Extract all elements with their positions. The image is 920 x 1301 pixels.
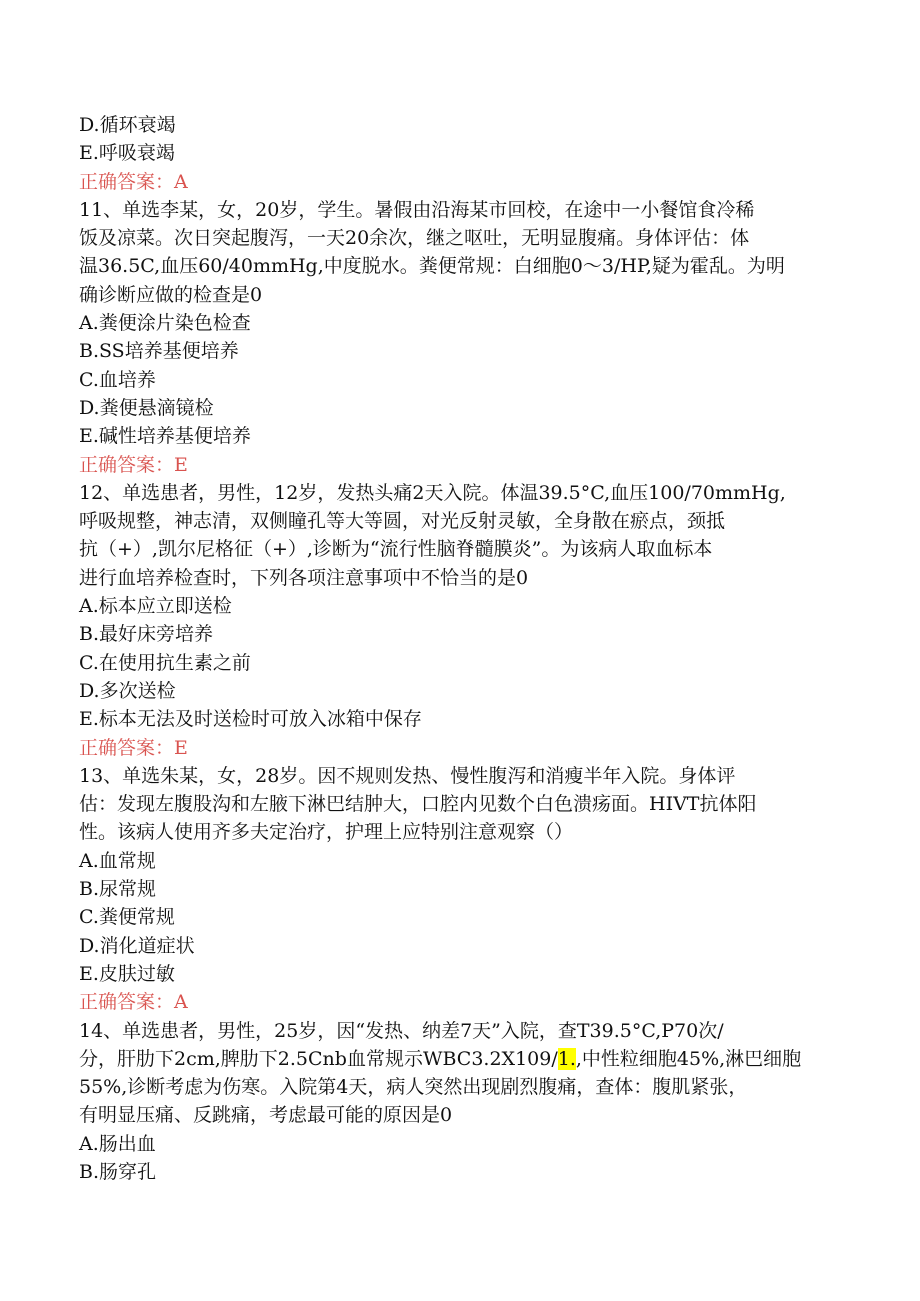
option-b: B.SS培养基便培养 (79, 340, 239, 363)
option-c: C.在使用抗生素之前 (79, 651, 251, 674)
correct-answer: 正确答案：E (79, 453, 188, 476)
option-e: E.呼吸衰竭 (79, 142, 175, 165)
question-text-line: 抗（+）,凯尔尼格征（+）,诊断为“流行性脑脊髓膜炎”。为该病人取血标本 (79, 538, 713, 561)
option-e: E.碱性培养基便培养 (79, 425, 251, 448)
option-c: C.粪便常规 (79, 906, 175, 929)
document-page (79, 111, 839, 1186)
question-text-line: 55%,诊断考虑为伤寒。入院第4天，病人突然出现剧烈腹痛，查体：腹肌紧张， (79, 1076, 748, 1099)
option-d: D.多次送检 (79, 679, 176, 702)
question-text-line: 呼吸规整，神志清，双侧瞳孔等大等圆，对光反射灵敏，全身散在瘀点，颈抵 (79, 510, 726, 533)
question-text-line: 估：发现左腹股沟和左腋下淋巴结肿大，口腔内见数个白色溃疡面。HIVT抗体阳 (79, 793, 757, 816)
question-text-line: 温36.5C,血压60/40mmHg,中度脱水。粪便常规：白细胞0～3/HP,疑为霍乱。为明 (79, 255, 785, 278)
option-d: D.循环衰竭 (79, 114, 176, 136)
option-d: D.消化道症状 (79, 934, 195, 957)
question-text-line: 进行血培养检查时，下列各项注意事项中不恰当的是0 (79, 566, 529, 589)
option-b: B.肠穿孔 (79, 1160, 157, 1183)
option-a: A.肠出血 (79, 1132, 156, 1155)
question-text-line: 11、单选李某，女，20岁，学生。暑假由沿海某市回校，在途中一小餐馆食冷稀 (79, 198, 755, 221)
option-b: B.最好床旁培养 (79, 623, 214, 646)
question-text-line (79, 1045, 839, 1073)
option-a: A.粪便涂片染色检查 (79, 312, 251, 335)
question-14 (79, 1017, 839, 1187)
question-text-line: 性。该病人使用齐多夫定治疗，护理上应特别注意观察（） (79, 821, 574, 844)
question-text-line: 饭及凉菜。次日突起腹泻，一天20余次，继之呕吐，无明显腹痛。身体评估：体 (79, 227, 750, 250)
correct-answer: 正确答案：A (79, 991, 188, 1014)
text-segment: ,中性粒细胞45%,淋巴细胞 (575, 1047, 802, 1070)
question-12 (79, 479, 839, 762)
text-segment: 分，肝肋下2cm,脾肋下2.5Cnb血常规示WBC3.2X109/ (79, 1047, 558, 1070)
correct-answer: 正确答案：E (79, 736, 188, 759)
option-a: A.血常规 (79, 849, 156, 872)
highlighted-text: 1. (557, 1047, 576, 1070)
question-text-line: 13、单选朱某，女，28岁。因不规则发热、慢性腹泻和消瘦半年入院。身体评 (79, 764, 736, 787)
option-e: E.皮肤过敏 (79, 962, 175, 985)
option-c: C.血培养 (79, 368, 156, 391)
option-b: B.尿常规 (79, 878, 157, 901)
correct-answer: 正确答案：A (79, 170, 188, 193)
option-d: D.粪便悬滴镜检 (79, 396, 214, 419)
question-text-line: 14、单选患者，男性，25岁，因“发热、纳差7天”入院，查T39.5°C,P70次/ (79, 1019, 724, 1042)
question-11 (79, 196, 839, 479)
option-a: A.标本应立即送检 (79, 595, 232, 618)
question-text-line: 12、单选患者，男性，12岁，发热头痛2天入院。体温39.5°C,血压100/70mmHg, (79, 481, 786, 504)
question-13 (79, 762, 839, 1017)
question-text-line: 确诊断应做的检查是0 (79, 283, 263, 306)
question-text-line: 有明显压痛、反跳痛，考虑最可能的原因是0 (79, 1104, 453, 1127)
option-e: E.标本无法及时送检时可放入冰箱中保存 (79, 708, 422, 731)
